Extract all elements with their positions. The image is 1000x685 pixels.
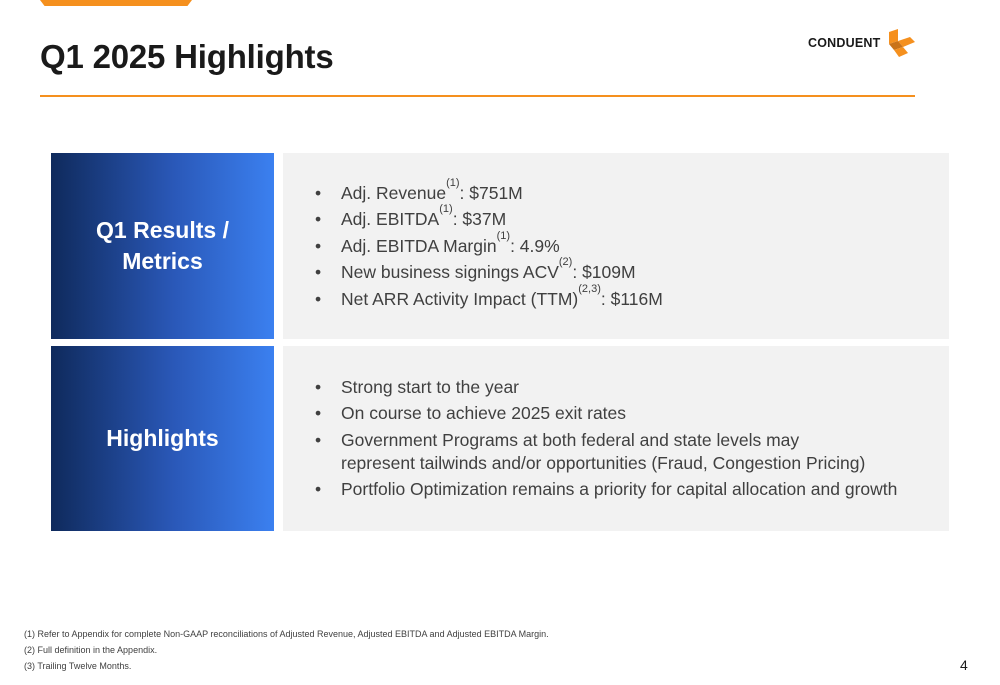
bullet-adj-revenue: • Adj. Revenue$^{(1)}$: $751M: [313, 182, 949, 205]
section-q1-results: [51, 153, 949, 339]
bullet-portfolio-optimization: • Portfolio Optimization remains a priority for capital allocation and growth: [313, 478, 949, 501]
metrics-bullet-list: [313, 178, 949, 314]
slide-title: Q1 2025 Highlights: [40, 38, 334, 75]
footnotes: [24, 626, 549, 674]
section-label-line2: Metrics: [122, 248, 203, 274]
footnote-1: (1) Refer to Appendix for complete Non-GAAP reconciliations of Adjusted Revenue, Adjusted EBITDA and Adjusted EBITDA Margin.: [24, 629, 549, 639]
footnote-3: (3) Trailing Twelve Months.: [24, 661, 132, 671]
bullet-exit-rates: • On course to achieve 2025 exit rates: [313, 402, 949, 425]
section-label: [96, 215, 229, 277]
conduent-logo: [808, 27, 916, 59]
section-content-box: [283, 346, 949, 531]
section-label-line1: Q1 Results /: [96, 217, 229, 243]
section-content-box: [283, 153, 949, 339]
logo-text: CONDUENT: [808, 36, 881, 50]
conduent-logo-icon: [886, 28, 916, 58]
footnote-2: (2) Full definition in the Appendix.: [24, 645, 158, 655]
bullet-government-programs: • Government Programs at both federal and state levels may represent tailwinds and/or opportunities (Fraud, Congestion Pricing): [313, 429, 873, 475]
title-divider: [40, 95, 915, 97]
highlights-bullet-list: [313, 372, 949, 505]
bullet-net-arr: • Net ARR Activity Impact (TTM)$^{(2,3)}$: $116M: [313, 288, 949, 311]
bullet-strong-start: • Strong start to the year: [313, 376, 949, 399]
section-label: Highlights: [106, 425, 219, 451]
section-label-box: [51, 153, 274, 339]
section-highlights: [51, 346, 949, 531]
page-number: 4: [960, 657, 968, 673]
section-label-box: [51, 346, 274, 531]
bullet-adj-ebitda: • Adj. EBITDA$^{(1)}$: $37M: [313, 208, 949, 231]
bullet-adj-ebitda-margin: • Adj. EBITDA Margin$^{(1)}$: 4.9%: [313, 235, 949, 258]
top-accent-tab: [40, 0, 192, 6]
bullet-new-business-signings: • New business signings ACV$^{(2)}$: $109M: [313, 261, 949, 284]
